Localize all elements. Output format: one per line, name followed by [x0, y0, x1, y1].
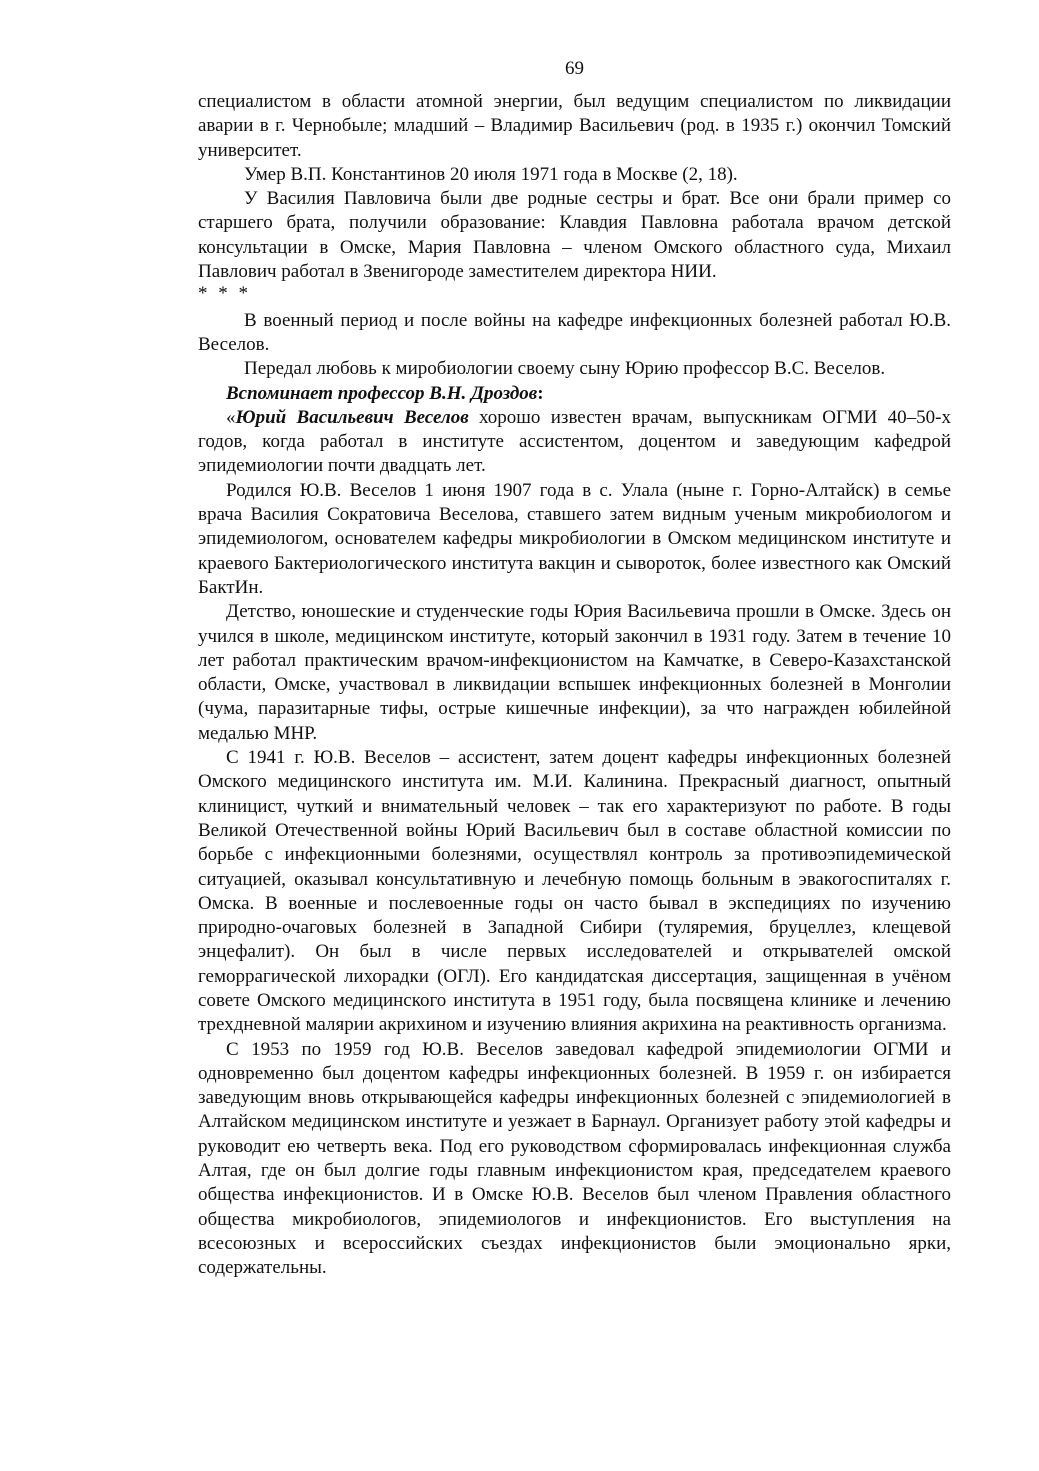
paragraph-7 — [198, 406, 951, 479]
paragraph-10: С 1941 г. Ю.В. Веселов – ассистент, затем доцент кафедры инфекционных болезней Омского медицинского института им. М.И. Калинина. Прекрасный диагност, опытный клиницист, чуткий и внимательный человек – так его характеризуют по работе. В годы Великой Отечественной войны Юрий Васильевич был в составе областной комиссии по борьбе с инфекционными болезнями, осуществлял контроль за противоэпидемической ситуацией, оказывал консультативную и лечебную помощь больным в эвакогоспиталях г. Омска. В военные и послевоенные годы он часто бывал в экспедициях по изучению природно-очаговых болезней в Западной Сибири (туляремия, бруцеллез, клещевой энцефалит). Он был в числе первых исследователей и открывателей омской геморрагической лихорадки (ОГЛ). Его кандидатская диссертация, защищенная в учёном совете Омского медицинского института в 1951 году, была посвящена клинике и лечению трехдневной малярии акрихином и изучению влияния акрихина на реактивность организма. — [198, 747, 951, 1036]
paragraph-4: В военный период и после войны на кафедре инфекционных болезней работал Ю.В. Веселов. — [198, 309, 951, 355]
recollection-heading: Вспоминает профессор В.Н. Дроздов — [226, 382, 538, 404]
paragraph-5: Передал любовь к миробиологии своему сыну Юрию профессор В.С. Веселов. — [244, 358, 886, 380]
paragraph-1: специалистом в области атомной энергии, был ведущим специалистом по ликвидации аварии в г. Чернобыле; младший – Владимир Васильевич (род. в 1935 г.) окончил Томский университет. — [198, 91, 951, 161]
person-name: Юрий Васильевич Веселов — [235, 406, 469, 428]
body-text — [198, 90, 951, 1281]
opening-quote: « — [226, 406, 236, 428]
paragraph-6 — [198, 382, 951, 406]
paragraph-11: С 1953 по 1959 год Ю.В. Веселов заведовал кафедрой эпидемиологии ОГМИ и одновременно был доцентом кафедры инфекционных болезней. В 1959 г. он избирается заведующим вновь открывающейся кафедры инфекционных болезней с эпидемиологией в Алтайском медицинском институте и уезжает в Барнаул. Организует работу этой кафедры и руководит ею четверть века. Под его руководством сформировалась инфекционная служба Алтая, где он был долгие годы главным инфекционистом края, председателем краевого общества инфекционистов. И в Омске Ю.В. Веселов был членом Правления областного общества микробиологов, эпидемиологов и инфекционистов. Его выступления на всесоюзных и всероссийских съездах инфекционистов были эмоционально ярки, содержательны. — [198, 1038, 951, 1279]
paragraph-9: Детство, юношеские и студенческие годы Юрия Васильевича прошли в Омске. Здесь он учился в школе, медицинском институте, который закончил в 1931 году. Затем в течение 10 лет работал практическим врачом-инфекционистом на Камчатке, в Северо-Казахстанской области, Омске, участвовал в ликвидации вспышек инфекционных болезней в Монголии (чума, паразитарные тифы, острые кишечные инфекции), за что награжден юбилейной медалью МНР. — [198, 601, 951, 744]
paragraph-3: У Василия Павловича были две родные сестры и брат. Все они брали пример со старшего брата, получили образование: Клавдия Павловна работала врачом детской консультации в Омске, Мария Павловна – членом Омского областного суда, Михаил Павлович работал в Звенигороде заместителем директора НИИ. — [198, 188, 951, 283]
page-number: 69 — [565, 58, 584, 79]
paragraph-2: Умер В.П. Константинов 20 июля 1971 года в Москве (2, 18). — [244, 163, 738, 185]
section-separator: * * * — [198, 283, 251, 305]
paragraph-8: Родился Ю.В. Веселов 1 июня 1907 года в с. Улала (ныне г. Горно-Алтайск) в семье врача Василия Сократовича Веселова, ставшего затем видным ученым микробиологом и эпидемиологом, основателем кафедры микробиологии в Омском медицинском институте и краевого Бактериологического института вакцин и сывороток, более известного как Омский БактИн. — [198, 479, 951, 598]
document-page — [198, 58, 951, 1281]
paragraph-7-text: хорошо известен врачам, выпускникам ОГМИ 40–50-х годов, когда работал в институте ассистентом, доцентом и заведующим кафедрой эпидемиологии почти двадцать лет. — [198, 406, 951, 477]
recollection-colon: : — [537, 382, 544, 404]
